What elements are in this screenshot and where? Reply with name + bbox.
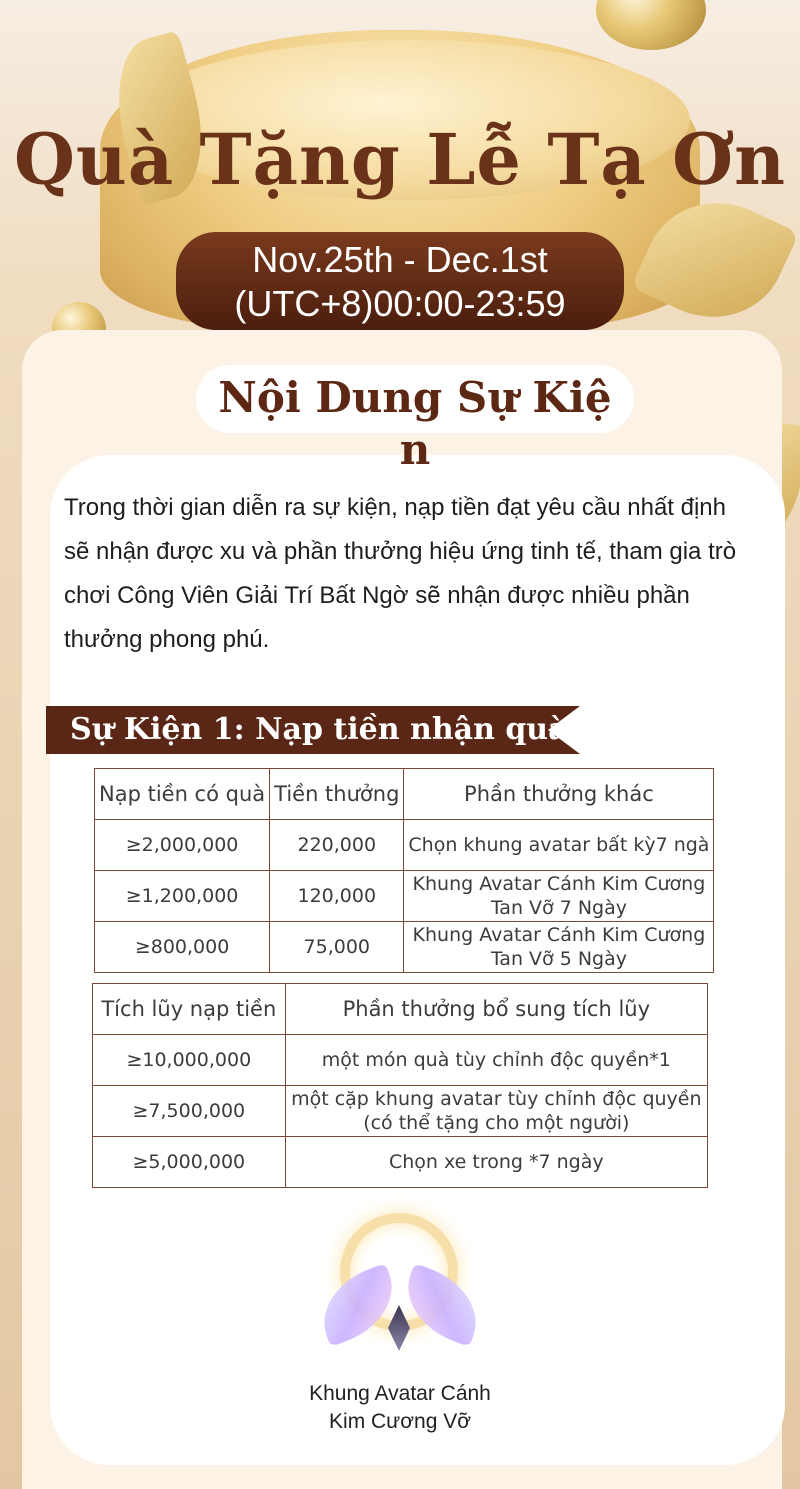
table-cell: ≥5,000,000: [93, 1137, 286, 1188]
event-description: Trong thời gian diễn ra sự kiện, nạp tiền đạt yêu cầu nhất định sẽ nhận được xu và phần thưởng hiệu ứng tinh tế, tham gia trò chơi Công Viên Giải Trí Bất Ngờ sẽ nhận được nhiều phần thưởng phong phú.: [64, 494, 737, 653]
table-cell: [404, 820, 714, 871]
table-cell: ≥10,000,000: [93, 1035, 286, 1086]
table-header: Phần thưởng bổ sung tích lũy: [285, 984, 707, 1035]
header-text: Tích lũy nạp tiền: [101, 997, 277, 1021]
table-row: [95, 922, 714, 973]
reward-caption: Khung Avatar Cánh Kim Cương Vỡ: [309, 1382, 491, 1433]
table-cell: một cặp khung avatar tùy chỉnh độc quyền (có thể tặng cho một người): [285, 1086, 707, 1137]
table-row: [93, 1137, 708, 1188]
table-row: [93, 1035, 708, 1086]
table-cell: Khung Avatar Cánh Kim Cương Tan Vỡ 5 Ngày: [404, 922, 714, 973]
section-title-line1: Nội Dung Sự Kiệ: [218, 373, 612, 422]
table-row: [95, 820, 714, 871]
event-date-range: Nov.25th - Dec.1st: [252, 239, 548, 280]
section-title: [196, 372, 634, 476]
cumulative-reward-table: [92, 983, 708, 1188]
avatar-frame-image: [310, 1205, 490, 1375]
table-header-row: [93, 984, 708, 1035]
table-cell: Khung Avatar Cánh Kim Cương Tan Vỡ 7 Ngày: [404, 871, 714, 922]
table-row: [93, 1086, 708, 1137]
table-cell: 120,000: [270, 871, 404, 922]
table-cell: Chọn xe trong *7 ngày: [285, 1137, 707, 1188]
table-cell: 220,000: [270, 820, 404, 871]
table-header: Nạp tiền có quà: [95, 769, 270, 820]
table-cell: ≥2,000,000: [95, 820, 270, 871]
recharge-reward-table: [94, 768, 714, 973]
table-header: [93, 984, 286, 1035]
table-cell: ≥7,500,000: [93, 1086, 286, 1137]
event-date-badge: [176, 232, 624, 330]
table-cell: ≥800,000: [95, 922, 270, 973]
table-row: [95, 871, 714, 922]
table-header-row: [95, 769, 714, 820]
table-header: Phần thưởng khác: [404, 769, 714, 820]
reward-text: Chọn khung avatar bất kỳ7 ngà: [408, 834, 710, 856]
table-cell: ≥1,200,000: [95, 871, 270, 922]
table-header: Tiền thưởng: [270, 769, 404, 820]
page-title: Quà Tặng Lễ Tạ Ơn: [13, 118, 787, 201]
event-time-range: (UTC+8)00:00-23:59: [234, 283, 566, 324]
table-cell: 75,000: [270, 922, 404, 973]
table-cell: một món quà tùy chỉnh độc quyền*1: [285, 1035, 707, 1086]
section-title-line2: n: [399, 425, 431, 474]
event1-title: Sự Kiện 1: Nạp tiền nhận quà: [70, 712, 568, 747]
